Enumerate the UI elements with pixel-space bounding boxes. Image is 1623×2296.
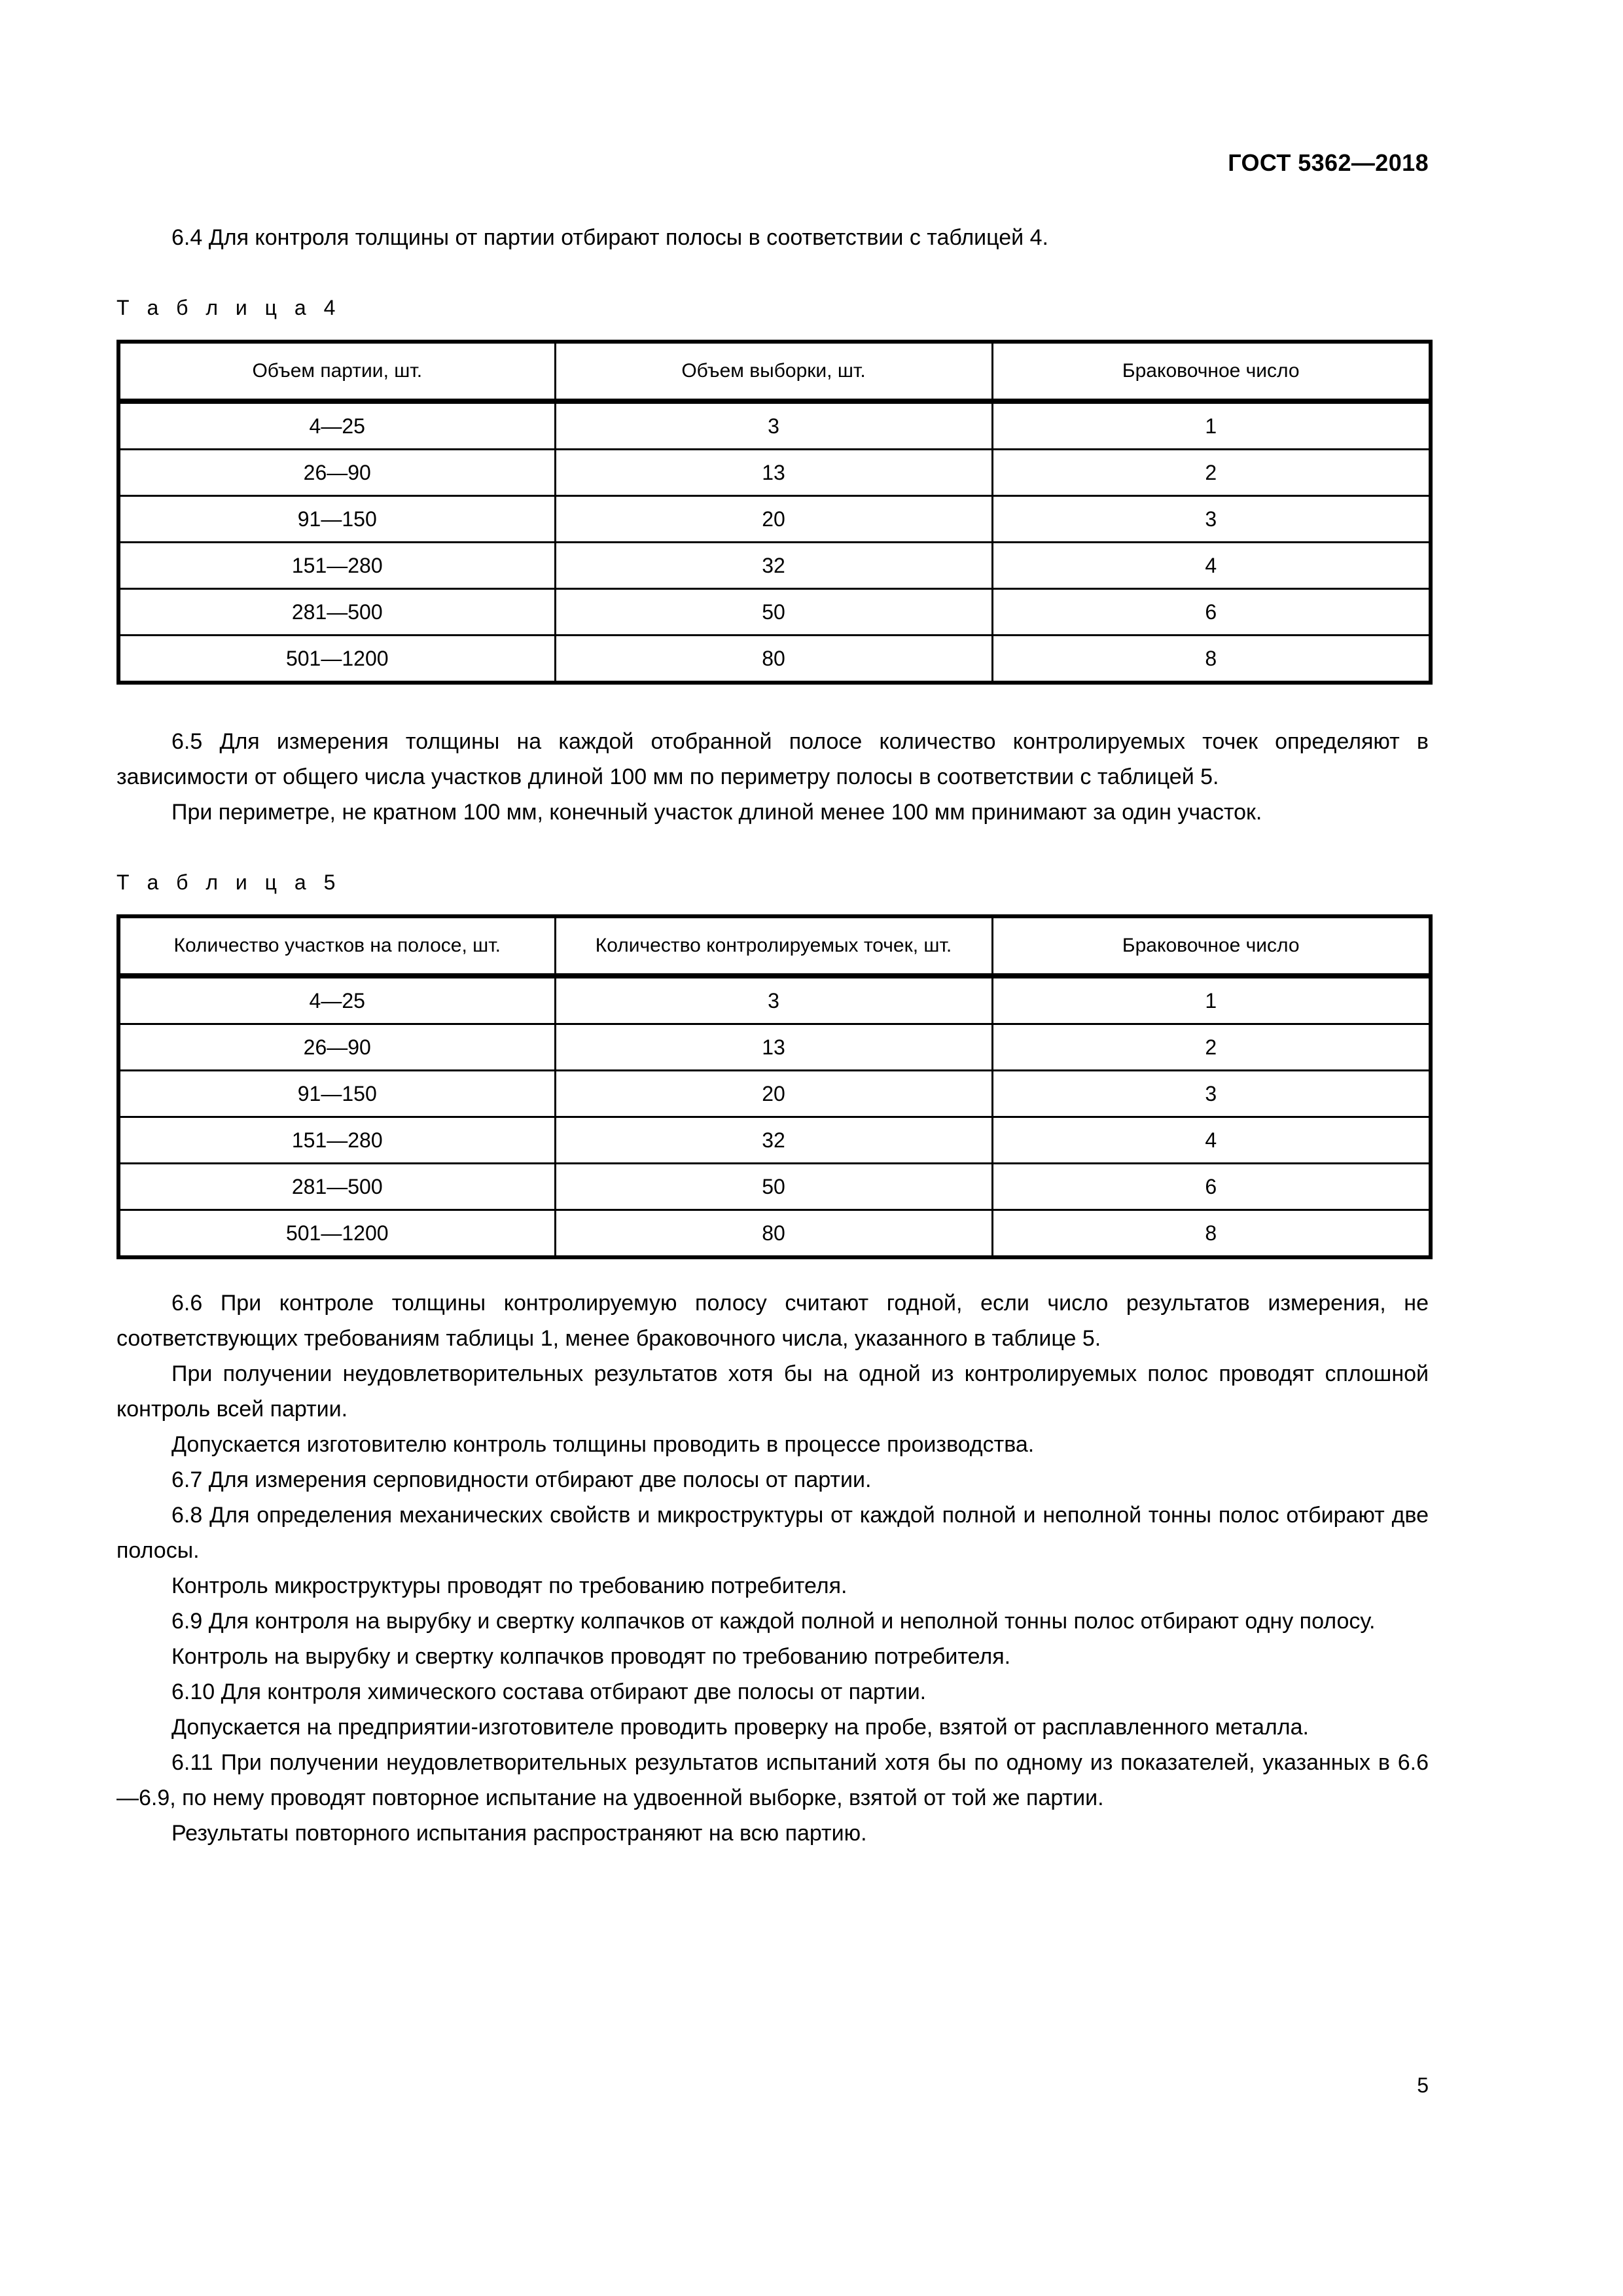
table-row <box>118 1024 1431 1071</box>
table-4-header-cell: Браковочное число <box>992 342 1431 401</box>
table-cell: 501—1200 <box>118 636 555 683</box>
table-cell: 8 <box>992 1210 1431 1258</box>
table-cell: 6 <box>992 589 1431 636</box>
table-cell: 3 <box>555 403 992 450</box>
table-cell: 4—25 <box>118 403 555 450</box>
table-cell: 26—90 <box>118 1024 555 1071</box>
paragraph-6-10: 6.10 Для контроля химического состава отбирают две полосы от партии. <box>171 1679 927 1704</box>
paragraph-6-10-note: Допускается на предприятии-изготовителе проводить проверку на пробе, взятой от расплавленного металла. <box>171 1715 1309 1740</box>
table-cell: 50 <box>555 589 992 636</box>
paragraph-6-8: 6.8 Для определения механических свойств и микроструктуры от каждой полной и неполной тонны полос отбирают две полосы. <box>116 1503 1429 1563</box>
table-5 <box>116 914 1433 1259</box>
spacer <box>116 830 1429 870</box>
spacer <box>116 1259 1429 1285</box>
table-cell: 151—280 <box>118 1117 555 1164</box>
table-cell: 4 <box>992 543 1431 589</box>
table-cell: 3 <box>992 496 1431 543</box>
table-cell: 50 <box>555 1164 992 1210</box>
paragraph-6-9: 6.9 Для контроля на вырубку и свертку колпачков от каждой полной и неполной тонны полос отбирают одну полосу. <box>171 1609 1376 1634</box>
paragraph-6-6: 6.6 При контроле толщины контролируемую полосу считают годной, если число результатов измерения, не соответствующих требованиям таблицы 1, менее браковочного числа, указанного в таблице 5. <box>116 1291 1429 1351</box>
table-row <box>118 1071 1431 1117</box>
table-cell: 3 <box>992 1071 1431 1117</box>
table-cell: 1 <box>992 978 1431 1024</box>
paragraph-6-6-note-1: При получении неудовлетворительных результатов хотя бы на одной из контролируемых полос проводят сплошной контроль всей партии. <box>116 1361 1429 1422</box>
paragraph-6-9-note: Контроль на вырубку и свертку колпачков проводят по требованию потребителя. <box>171 1644 1011 1669</box>
table-5-header-row <box>118 916 1431 975</box>
running-header-standard-number: ГОСТ 5362—2018 <box>1228 149 1429 176</box>
paragraph-6-8-note: Контроль микроструктуры проводят по требованию потребителя. <box>171 1573 847 1598</box>
paragraph-6-7: 6.7 Для измерения серповидности отбирают две полосы от партии. <box>171 1467 872 1492</box>
table-row <box>118 636 1431 683</box>
table-cell: 2 <box>992 450 1431 496</box>
table-cell: 151—280 <box>118 543 555 589</box>
table-cell: 2 <box>992 1024 1431 1071</box>
table-4-header-cell: Объем партии, шт. <box>118 342 555 401</box>
page-number: 5 <box>1417 2073 1429 2097</box>
table-5-header-cell: Браковочное число <box>992 916 1431 975</box>
table-row <box>118 1164 1431 1210</box>
table-5-header-cell: Количество контролируемых точек, шт. <box>555 916 992 975</box>
table-4 <box>116 340 1433 685</box>
table-4-header-row <box>118 342 1431 401</box>
table-4-header-cell: Объем выборки, шт. <box>555 342 992 401</box>
spacer <box>116 895 1429 914</box>
table-cell: 80 <box>555 1210 992 1258</box>
table-row <box>118 496 1431 543</box>
table-cell: 13 <box>555 450 992 496</box>
table-cell: 32 <box>555 1117 992 1164</box>
table-cell: 8 <box>992 636 1431 683</box>
page-content <box>116 220 1429 1851</box>
paragraph-6-5-note: При периметре, не кратном 100 мм, конечный участок длиной менее 100 мм принимают за один участок. <box>171 800 1262 825</box>
paragraph-6-5: 6.5 Для измерения толщины на каждой отобранной полосе количество контролируемых точек определяют в зависимости от общего числа участков длиной 100 мм по периметру полосы в соответствии с таблицей 5. <box>116 729 1429 789</box>
table-cell: 281—500 <box>118 1164 555 1210</box>
table-cell: 13 <box>555 1024 992 1071</box>
table-4-caption: Т а б л и ц а 4 <box>116 296 342 319</box>
table-row <box>118 543 1431 589</box>
spacer <box>116 685 1429 724</box>
table-cell: 32 <box>555 543 992 589</box>
table-cell: 6 <box>992 1164 1431 1210</box>
table-cell: 20 <box>555 1071 992 1117</box>
table-row <box>118 1210 1431 1258</box>
spacer <box>116 255 1429 296</box>
paragraph-6-4: 6.4 Для контроля толщины от партии отбирают полосы в соответствии с таблицей 4. <box>171 225 1048 250</box>
paragraph-6-6-note-2: Допускается изготовителю контроль толщины проводить в процессе производства. <box>171 1432 1035 1457</box>
table-cell: 26—90 <box>118 450 555 496</box>
table-cell: 281—500 <box>118 589 555 636</box>
table-cell: 91—150 <box>118 496 555 543</box>
table-cell: 91—150 <box>118 1071 555 1117</box>
table-cell: 1 <box>992 403 1431 450</box>
table-row <box>118 978 1431 1024</box>
table-cell: 501—1200 <box>118 1210 555 1258</box>
table-row <box>118 1117 1431 1164</box>
paragraph-6-11: 6.11 При получении неудовлетворительных результатов испытаний хотя бы по одному из показателей, указанных в 6.6—6.9, по нему проводят повторное испытание на удвоенной выборке, взятой от той же партии. <box>116 1750 1429 1810</box>
table-5-caption: Т а б л и ц а 5 <box>116 870 342 894</box>
table-row <box>118 589 1431 636</box>
table-row <box>118 450 1431 496</box>
table-5-header-cell: Количество участков на полосе, шт. <box>118 916 555 975</box>
table-cell: 4 <box>992 1117 1431 1164</box>
table-cell: 3 <box>555 978 992 1024</box>
table-cell: 20 <box>555 496 992 543</box>
spacer <box>116 320 1429 340</box>
table-cell: 80 <box>555 636 992 683</box>
table-row <box>118 403 1431 450</box>
paragraph-6-11-note: Результаты повторного испытания распространяют на всю партию. <box>171 1821 867 1846</box>
table-cell: 4—25 <box>118 978 555 1024</box>
